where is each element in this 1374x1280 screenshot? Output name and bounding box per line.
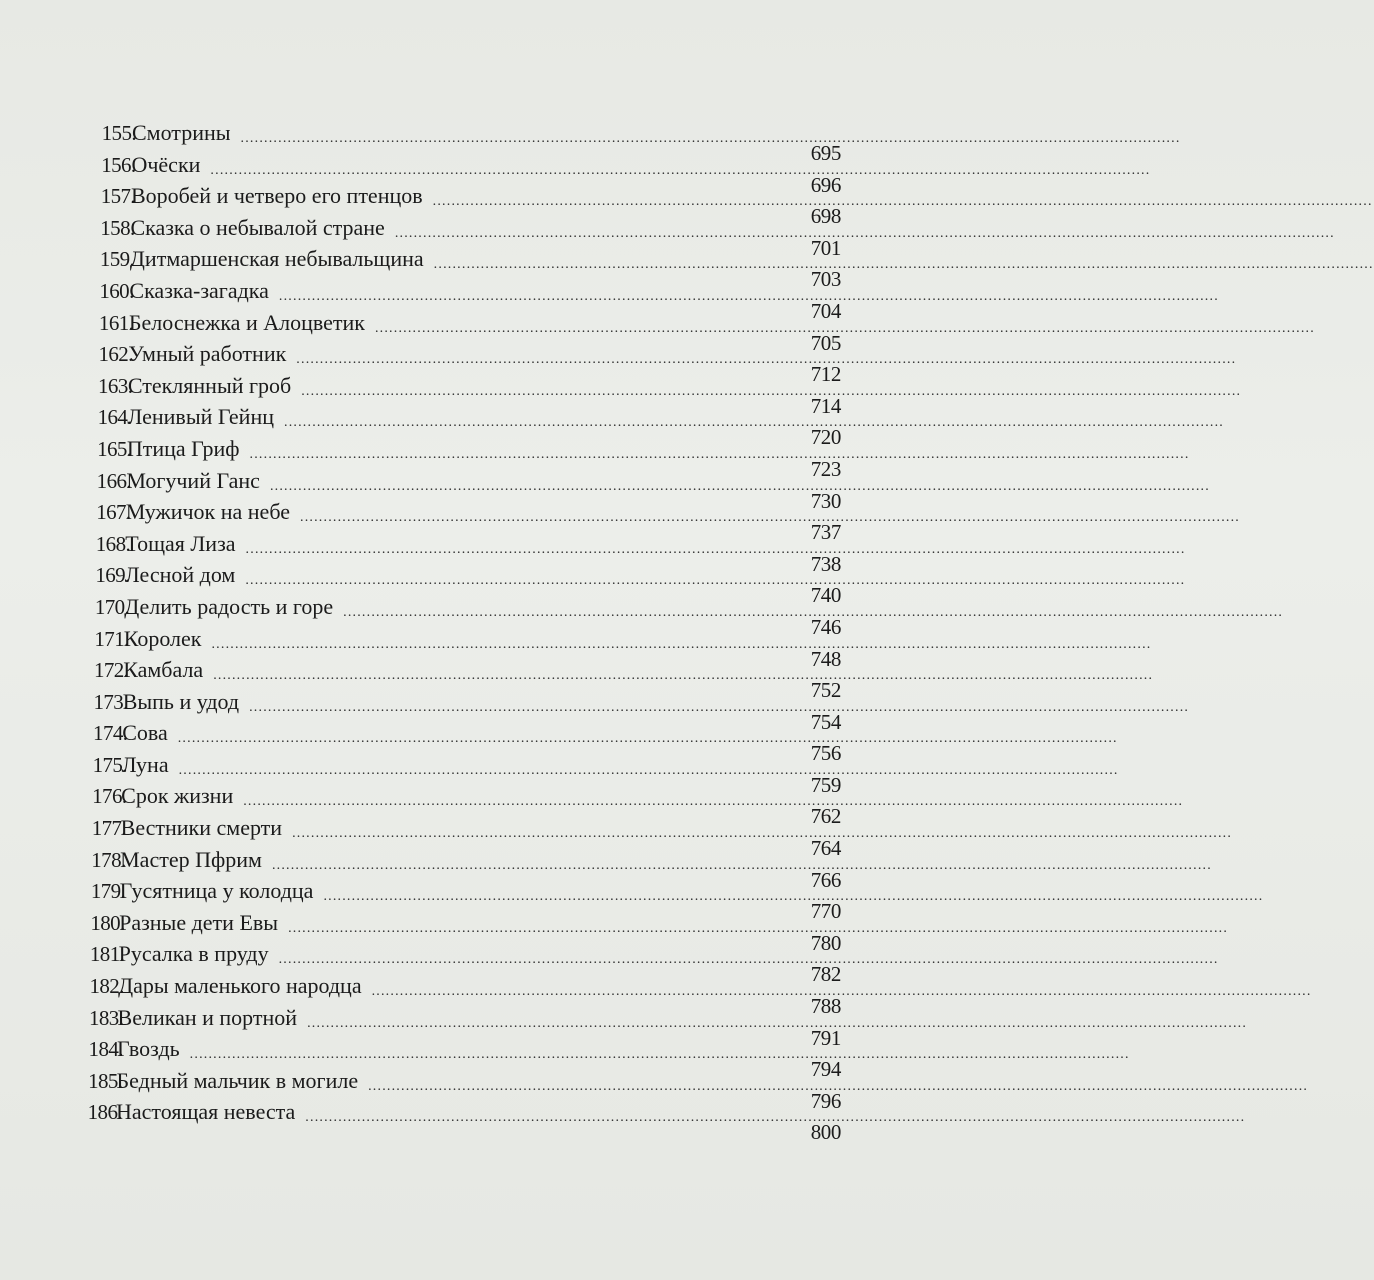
dot-leader: ........................................................................................................................................................................................................ xyxy=(371,984,1312,1000)
toc-entry-page: 701 xyxy=(810,235,841,260)
table-of-contents xyxy=(70,120,1374,1145)
toc-entry-title: Мастер Пфрим xyxy=(120,846,262,872)
toc-entry xyxy=(70,1099,1246,1145)
toc-entry-number: 166. xyxy=(96,468,132,493)
toc-entry-page: 764 xyxy=(810,836,841,861)
toc-entry-page: 754 xyxy=(810,709,841,734)
dot-leader: ........................................................................................................................................................................................................ xyxy=(245,573,1186,589)
toc-entry-number: 156. xyxy=(101,152,136,177)
toc-entry-number: 180. xyxy=(90,910,125,935)
toc-entry-page: 762 xyxy=(810,804,841,829)
dot-leader: ........................................................................................................................................................................................................ xyxy=(211,636,1152,652)
dot-leader: ........................................................................................................................................................................................................ xyxy=(284,415,1224,431)
toc-entry-title: Птица Гриф xyxy=(126,435,240,461)
toc-entry-number: 171. xyxy=(94,626,129,651)
dot-leader: ........................................................................................................................................................................................................ xyxy=(292,826,1233,842)
dot-leader: ........................................................................................................................................................................................................ xyxy=(305,1110,1246,1126)
toc-entry-number: 182. xyxy=(89,974,124,999)
toc-entry-page: 695 xyxy=(810,141,841,165)
toc-entry-number: 164. xyxy=(97,405,132,430)
dot-leader: ........................................................................................................................................................................................................ xyxy=(243,794,1184,810)
dot-leader: ........................................................................................................................................................................................................ xyxy=(278,952,1219,968)
toc-entry-number: 155. xyxy=(101,121,136,145)
dot-leader: ........................................................................................................................................................................................................ xyxy=(240,131,1181,146)
toc-entry-title: Королек xyxy=(123,625,202,651)
toc-entry-page: 746 xyxy=(810,614,841,639)
toc-entry-number: 176. xyxy=(92,784,127,809)
dot-leader: ........................................................................................................................................................................................................ xyxy=(189,1047,1130,1063)
toc-entry-title: Луна xyxy=(121,751,169,777)
dot-leader: ........................................................................................................................................................................................................ xyxy=(323,889,1264,905)
toc-entry-page: 756 xyxy=(810,741,841,766)
toc-entry-page: 738 xyxy=(810,551,841,576)
toc-entry-title: Русалка в пруду xyxy=(118,941,269,967)
toc-entry-number: 179. xyxy=(90,879,126,904)
toc-entry-number: 170. xyxy=(94,594,130,619)
toc-entry-title: Воробей и четверо его птенцов xyxy=(130,183,423,209)
toc-entry-title: Сказка-загадка xyxy=(129,277,269,303)
toc-entry-number: 158. xyxy=(100,215,135,240)
dot-leader: ........................................................................................................................................................................................................ xyxy=(213,668,1154,684)
toc-entry-number: 184. xyxy=(88,1037,123,1062)
toc-entry-number: 161. xyxy=(98,310,134,335)
toc-entry-title: Мужичок на небе xyxy=(125,499,290,525)
toc-entry-number: 169. xyxy=(95,563,130,588)
toc-entry-page: 796 xyxy=(810,1088,841,1113)
toc-entry-number: 160. xyxy=(99,278,134,303)
dot-leader: ........................................................................................................................................................................................................ xyxy=(432,194,1373,210)
toc-entry-number: 183. xyxy=(89,1005,124,1030)
dot-leader: ........................................................................................................................................................................................................ xyxy=(300,510,1240,526)
toc-entry-number: 181. xyxy=(89,942,125,967)
toc-entry-page: 770 xyxy=(810,899,841,924)
toc-entry-number: 167. xyxy=(96,500,131,525)
toc-entry-page: 730 xyxy=(810,488,841,513)
dot-leader: ........................................................................................................................................................................................................ xyxy=(343,604,1284,620)
toc-entry-number: 177. xyxy=(91,816,127,841)
dot-leader: ........................................................................................................................................................................................................ xyxy=(394,225,1335,241)
toc-entry-title: Тощая Лиза xyxy=(125,530,236,556)
toc-entry-page: 791 xyxy=(810,1025,841,1050)
toc-entry-number: 165. xyxy=(97,436,132,461)
toc-entry-title: Разные дети Евы xyxy=(119,909,279,935)
toc-entry-number: 173. xyxy=(93,689,128,714)
toc-entry-page: 712 xyxy=(810,362,841,387)
dot-leader: ........................................................................................................................................................................................................ xyxy=(288,920,1229,936)
dot-leader: ........................................................................................................................................................................................................ xyxy=(269,478,1210,494)
toc-entry-title: Умный работник xyxy=(128,341,287,367)
toc-entry-title: Делить радость и горе xyxy=(124,593,334,619)
toc-entry-title: Стеклянный гроб xyxy=(127,372,292,398)
dot-leader: ........................................................................................................................................................................................................ xyxy=(178,762,1119,778)
dot-leader: ........................................................................................................................................................................................................ xyxy=(301,383,1242,399)
toc-entry-title: Настоящая невеста xyxy=(116,1099,296,1125)
toc-entry-number: 159. xyxy=(99,247,135,272)
toc-entry-title: Белоснежка и Алоцветик xyxy=(128,309,365,335)
toc-entry-number: 175. xyxy=(92,752,127,777)
toc-entry-title: Дары маленького народца xyxy=(118,973,362,999)
toc-entry-number: 172. xyxy=(93,658,129,683)
toc-entry-title: Дитмаршенская небывальщина xyxy=(129,246,424,272)
toc-entry-number: 186. xyxy=(87,1100,122,1125)
toc-entry-number: 178. xyxy=(91,847,126,872)
toc-entry-title: Камбала xyxy=(123,657,204,683)
toc-entry-title: Бедный мальчик в могиле xyxy=(116,1067,359,1093)
dot-leader: ........................................................................................................................................................................................................ xyxy=(278,288,1219,304)
toc-entry-title: Смотрины xyxy=(132,120,231,145)
toc-entry-number: 163. xyxy=(98,373,133,398)
toc-entry-page: 705 xyxy=(810,330,841,355)
dot-leader: ........................................................................................................................................................................................................ xyxy=(307,1015,1248,1031)
toc-entry-number: 162. xyxy=(98,342,133,367)
toc-entry-title: Ленивый Гейнц xyxy=(127,404,274,430)
dot-leader: ........................................................................................................................................................................................................ xyxy=(368,1078,1309,1094)
dot-leader: ........................................................................................................................................................................................................ xyxy=(249,446,1190,462)
toc-entry-page: 752 xyxy=(810,678,841,703)
dot-leader: ........................................................................................................................................................................................................ xyxy=(249,699,1190,715)
toc-entry-number: 185. xyxy=(88,1068,123,1093)
toc-entry-page: 766 xyxy=(810,867,841,892)
toc-entry-page: 759 xyxy=(810,772,841,797)
toc-entry-page: 703 xyxy=(810,267,841,292)
toc-entry-title: Великан и портной xyxy=(117,1004,298,1030)
toc-entry-title: Сказка о небывалой стране xyxy=(130,214,385,240)
toc-entry-number: 168. xyxy=(95,531,131,556)
toc-entry-title: Выпь и удод xyxy=(122,688,240,714)
toc-entry-page: 714 xyxy=(810,393,841,418)
dot-leader: ........................................................................................................................................................................................................ xyxy=(245,541,1186,557)
toc-entry-page: 788 xyxy=(810,994,841,1019)
dot-leader: ........................................................................................................................................................................................................ xyxy=(210,162,1151,178)
toc-entry-title: Вестники смерти xyxy=(120,815,283,841)
toc-entry-number: 157. xyxy=(100,184,136,209)
dot-leader: ........................................................................................................................................................................................................ xyxy=(374,320,1315,336)
dot-leader: ........................................................................................................................................................................................................ xyxy=(177,731,1118,747)
toc-entry-page: 704 xyxy=(810,298,841,323)
toc-entry-title: Сова xyxy=(122,720,168,746)
toc-entry-page: 723 xyxy=(810,456,841,481)
toc-entry-page: 794 xyxy=(810,1057,841,1082)
toc-entry-title: Срок жизни xyxy=(121,783,234,809)
toc-entry-title: Могучий Ганс xyxy=(126,467,260,493)
dot-leader: ........................................................................................................................................................................................................ xyxy=(296,352,1237,368)
toc-entry-page: 720 xyxy=(810,425,841,450)
toc-entry-page: 780 xyxy=(810,930,841,955)
toc-entry-title: Гусятница у колодца xyxy=(119,878,314,904)
dot-leader: ........................................................................................................................................................................................................ xyxy=(433,257,1374,273)
dot-leader: ........................................................................................................................................................................................................ xyxy=(271,857,1212,873)
toc-entry-title: Лесной дом xyxy=(124,562,236,588)
toc-entry-page: 800 xyxy=(810,1120,841,1145)
toc-entry-page: 748 xyxy=(810,646,841,671)
toc-entry-page: 696 xyxy=(810,172,841,197)
toc-entry-page: 782 xyxy=(810,962,841,987)
toc-entry-title: Гвоздь xyxy=(117,1036,180,1062)
toc-entry-number: 174. xyxy=(93,721,128,746)
toc-entry-page: 698 xyxy=(810,204,841,229)
toc-entry-title: Очёски xyxy=(131,151,201,177)
toc-entry-page: 740 xyxy=(810,583,841,608)
toc-entry-page: 737 xyxy=(810,520,841,545)
